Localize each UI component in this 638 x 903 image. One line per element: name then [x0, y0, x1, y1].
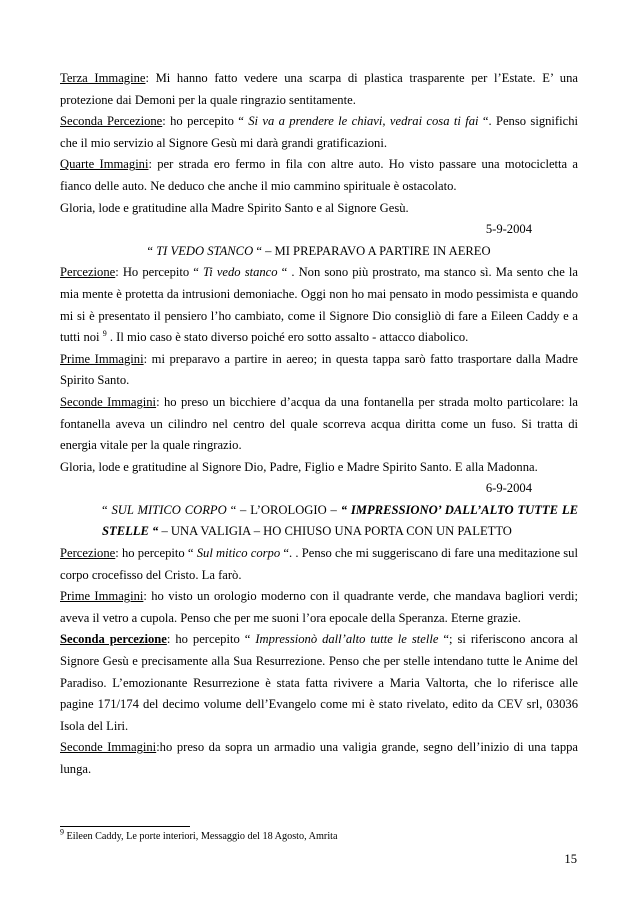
paragraph-percezione-2: Percezione: ho percepito “ Sul mitico corpo “. . Penso che mi suggeriscano di fare una meditazione sul corpo crocefisso del Cristo. La farò.: [60, 546, 578, 582]
paragraph-seconda-percezione: Seconda Percezione: ho percepito “ Si va a prendere le chiavi, vedrai cosa ti fai “. Penso significhi che il mio servizio al Signore Gesù mi darà grandi gratificazioni.: [60, 114, 578, 150]
paragraph-seconda-percezione-2: Seconda percezione: ho percepito “ Impressionò dall’alto tutte le stelle “; si riferiscono ancora al Signore Gesù e precisamente alla Sua Resurrezione. Penso che per stelle intendano tutte le Anime del Paradiso. L’emozionante Resurrezione è stata fatta rivivere a Maria Valtorta, che lo riferisce alle pagine 171/174 del decimo volume dell’Evangelo come mi è stato rivelato, edito da CEV srl, 03036 Isola del Liri.: [60, 632, 578, 733]
quote-chiavi: Si va a prendere le chiavi, vedrai cosa ti fai: [248, 114, 479, 129]
paragraph-gloria-2: Gloria, lode e gratitudine al Signore Dio, Padre, Figlio e Madre Spirito Santo. E alla Madonna.: [60, 459, 538, 474]
footnote: [60, 827, 580, 844]
label-seconde-immagini-2: Seconde Immagini: [60, 740, 157, 755]
paragraph-seconde-immagini-1: Seconde Immagini: ho preso un bicchiere d’acqua da una fontanella per strada molto particolare: la fontanella aveva un cilindro nel centro del quale scorreva acqua diritta come un fuso. Si tratta di energia vitale per la quale ringrazio.: [60, 394, 578, 453]
label-seconda-percezione-2: Seconda percezione: [60, 632, 167, 647]
footnote-number: 9: [60, 827, 64, 837]
page-body: [60, 68, 578, 781]
footnote-text: Eileen Caddy, Le porte interiori, Messaggio del 18 Agosto, Amrita: [64, 831, 338, 842]
label-seconda-percezione: Seconda Percezione: [60, 114, 163, 129]
label-prime-immagini: Prime Immagini: [60, 351, 144, 366]
footnote-separator: [60, 826, 190, 827]
paragraph-gloria-1: Gloria, lode e gratitudine alla Madre Spirito Santo e al Signore Gesù.: [60, 200, 409, 215]
label-percezione-2: Percezione: [60, 546, 116, 561]
label-percezione: Percezione: [60, 265, 116, 280]
paragraph-seconde-immagini-2: Seconde Immagini:ho preso da sopra un armadio una valigia grande, segno dell’inizio di una tappa lunga.: [60, 740, 579, 776]
paragraph-percezione-1: Percezione: Ho percepito “ Ti vedo stanco “ . Non sono più prostrato, ma stanco sì. Ma sento che la mia mente è protetta da intrusioni demoniache. Oggi non ho mai pensato in modo pessimista e quando mi si è presentato il pensiero l’ho cambiato, come il Signore Dio consigliò di fare a Eileen Caddy e a tutti noi $^9$ . Il mio caso è stato diverso poiché ero sotto assalto - attacco diabolico.: [60, 265, 578, 345]
label-terza-immagine: Terza Immagine: [60, 71, 146, 85]
paragraph-prime-immagini-2: Prime Immagini: ho visto un orologio moderno con il quadrante verde, che mandava bagliori verdi; aveva il vetro a cupola. Penso che per me suoni l’ora epocale della Speranza. Eterne grazie.: [60, 589, 578, 625]
heading-ti-vedo-stanco: “ TI VEDO STANCO “ – MI PREPARAVO A PARTIRE IN AEREO: [147, 243, 491, 258]
date-5-9-2004: 5-9-2004: [485, 222, 532, 237]
paragraph-quarte-immagini: Quarte Immagini: per strada ero fermo in fila con altre auto. Ho visto passare una motocicletta a fianco delle auto. Ne deduco che anche il mio cammino spirituale è ostacolato.: [60, 157, 578, 193]
label-prime-immagini-2: Prime Immagini: [60, 589, 144, 604]
label-seconde-immagini: Seconde Immagini: [60, 394, 157, 409]
date-6-9-2004: 6-9-2004: [485, 481, 532, 496]
footnote-reference: 9: [102, 328, 107, 338]
paragraph-prime-immagini-1: Prime Immagini: mi preparavo a partire in aereo; in questa tappa sarò fatto trasportare dalla Madre Spirito Santo.: [60, 351, 578, 388]
heading-sul-mitico-corpo: “ SUL MITICO CORPO “ – L’OROLOGIO – “ IMPRESSIONO’ DALL’ALTO TUTTE LE STELLE “ – UNA VALIGIA – HO CHIUSO UNA PORTA CON UN PALETTO: [102, 502, 578, 539]
label-quarte-immagini: Quarte Immagini: [60, 157, 149, 172]
paragraph-terza-immagine: Terza Immagine: Mi hanno fatto vedere una scarpa di plastica trasparente per l’Estate. E’ una protezione dai Demoni per la quale ringrazio sentitamente.: [60, 71, 578, 107]
page-number: 15: [564, 852, 577, 866]
